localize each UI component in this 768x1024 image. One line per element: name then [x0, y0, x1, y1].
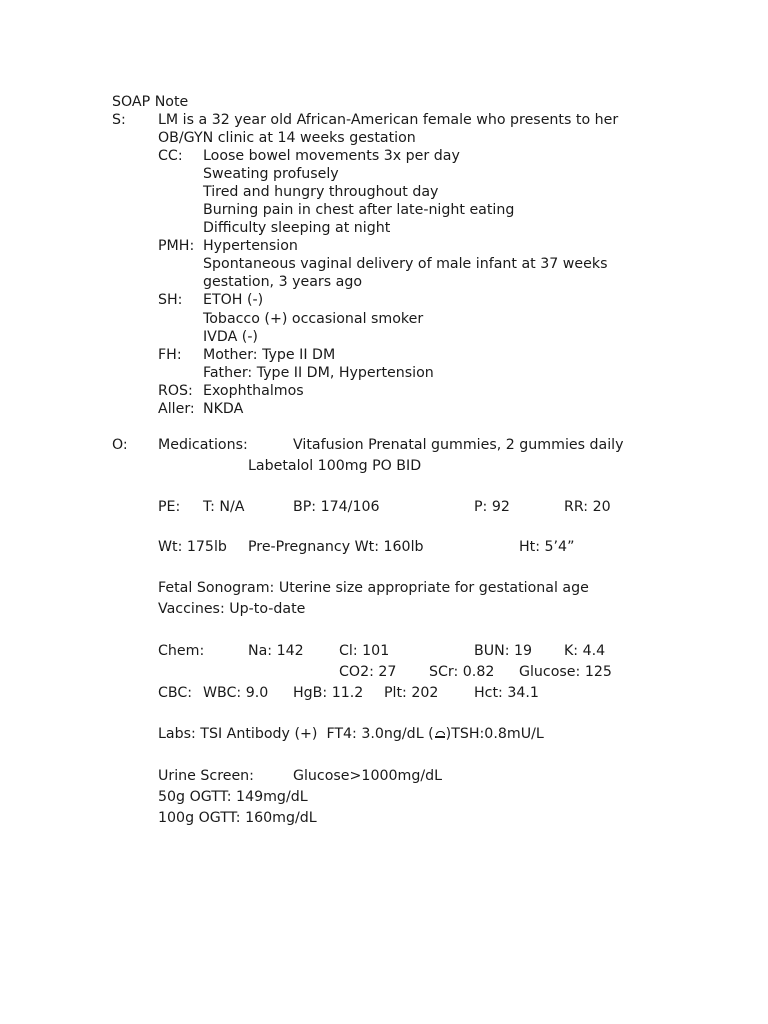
medications-label: Medications: — [158, 437, 248, 453]
fh-item: Father: Type II DM, Hypertension — [203, 365, 434, 381]
pe-rr: RR: 20 — [564, 499, 611, 515]
sh-item: Tobacco (+) occasional smoker — [203, 311, 424, 327]
chem-label: Chem: — [158, 643, 205, 659]
chem-na: Na: 142 — [248, 643, 304, 659]
pe-label: PE: — [158, 499, 181, 515]
sh-label: SH: — [158, 292, 183, 308]
cbc-plt: Plt: 202 — [384, 685, 439, 701]
sh-item: ETOH (-) — [203, 292, 264, 308]
aller-label: Aller: — [158, 401, 195, 417]
chem-bun: BUN: 19 — [474, 643, 533, 659]
ros-label: ROS: — [158, 383, 193, 399]
pe-pulse: P: 92 — [474, 499, 510, 515]
chem-scr: SCr: 0.82 — [429, 664, 495, 680]
labs-line — [158, 725, 544, 743]
fh-label: FH: — [158, 347, 182, 363]
urine-screen-value: Glucose>1000mg/dL — [293, 768, 443, 784]
cc-item: Tired and hungry throughout day — [203, 184, 439, 200]
pmh-item: Hypertension — [203, 238, 298, 254]
pe-bp: BP: 174/106 — [293, 499, 380, 515]
labs-tsi: Labs: TSI Antibody (+) — [158, 726, 318, 742]
cc-item: Loose bowel movements 3x per day — [203, 148, 460, 164]
objective-label: O: — [112, 437, 128, 453]
aller-value: NKDA — [203, 401, 244, 417]
ros-value: Exophthalmos — [203, 383, 304, 399]
fh-item: Mother: Type II DM — [203, 347, 336, 363]
subjective-label: S: — [112, 112, 126, 128]
unknown-symbol-icon — [434, 728, 446, 740]
pmh-item: Spontaneous vaginal delivery of male infant at 37 weeks — [203, 256, 608, 272]
pmh-label: PMH: — [158, 238, 195, 254]
sh-item: IVDA (-) — [203, 329, 258, 345]
cc-label: CC: — [158, 148, 183, 164]
chem-co2: CO2: 27 — [339, 664, 397, 680]
cbc-label: CBC: — [158, 685, 193, 701]
document-title: SOAP Note — [112, 94, 189, 110]
cc-item: Sweating profusely — [203, 166, 339, 182]
labs-tsh: )TSH:0.8mU/L — [445, 726, 544, 742]
ogtt-100g: 100g OGTT: 160mg/dL — [158, 810, 317, 826]
subjective-intro-line2: OB/GYN clinic at 14 weeks gestation — [158, 130, 416, 146]
subjective-intro-line1: LM is a 32 year old African-American female who presents to her — [158, 112, 619, 128]
pmh-item: gestation, 3 years ago — [203, 274, 363, 290]
pe-temp: T: N/A — [203, 499, 245, 515]
weight: Wt: 175lb — [158, 539, 227, 555]
cc-item: Difficulty sleeping at night — [203, 220, 391, 236]
fetal-sonogram: Fetal Sonogram: Uterine size appropriate for gestational age — [158, 580, 589, 596]
urine-screen-label: Urine Screen: — [158, 768, 254, 784]
labs-ft4: FT4: 3.0ng/dL ( — [326, 726, 434, 742]
cc-item: Burning pain in chest after late-night eating — [203, 202, 515, 218]
medication-item: Labetalol 100mg PO BID — [248, 458, 422, 474]
cbc-hgb: HgB: 11.2 — [293, 685, 364, 701]
pre-pregnancy-weight: Pre-Pregnancy Wt: 160lb — [248, 539, 424, 555]
height: Ht: 5’4” — [519, 539, 575, 555]
cbc-wbc: WBC: 9.0 — [203, 685, 269, 701]
chem-cl: Cl: 101 — [339, 643, 390, 659]
chem-glucose: Glucose: 125 — [519, 664, 612, 680]
ogtt-50g: 50g OGTT: 149mg/dL — [158, 789, 308, 805]
cbc-hct: Hct: 34.1 — [474, 685, 539, 701]
chem-k: K: 4.4 — [564, 643, 606, 659]
medication-item: Vitafusion Prenatal gummies, 2 gummies daily — [293, 437, 624, 453]
vaccines: Vaccines: Up-to-date — [158, 601, 306, 617]
